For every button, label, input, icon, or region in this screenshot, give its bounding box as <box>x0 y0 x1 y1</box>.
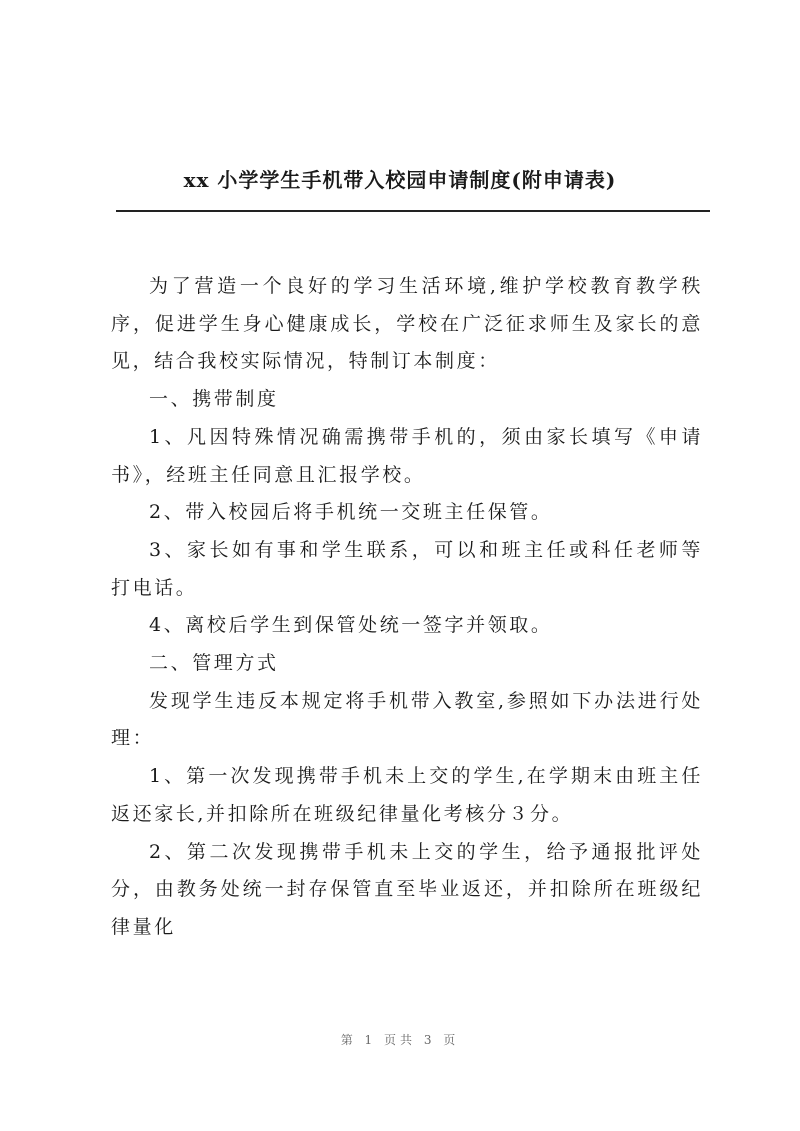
section-heading-carry-rules: 一、携带制度 <box>149 388 279 411</box>
rule-item-2: 2、带入校园后将手机统一交班主任保管。 <box>149 501 553 524</box>
section-heading-management: 二、管理方式 <box>149 652 279 675</box>
title-underline <box>116 210 710 212</box>
penalty-item-2: 2、第二次发现携带手机未上交的学生，给予通报批评处分，由教务处统一封存保管直至毕业返还，并扣除所在班级纪律量化 <box>111 840 703 938</box>
rule-item-4: 4、离校后学生到保管处统一签字并领取。 <box>149 614 553 637</box>
intro-paragraph: 为了营造一个良好的学习生活环境,维护学校教育教学秩序，促进学生身心健康成长，学校在广泛征求师生及家长的意见，结合我校实际情况，特制订本制度： <box>111 275 703 373</box>
rule-item-3: 3、家长如有事和学生联系，可以和班主任或科任老师等打电话。 <box>111 538 703 599</box>
management-intro-paragraph: 发现学生违反本规定将手机带入教室,参照如下办法进行处理： <box>111 689 703 750</box>
document-body <box>111 268 703 947</box>
penalty-item-1: 1、第一次发现携带手机未上交的学生,在学期末由班主任返还家长,并扣除所在班级纪律量化考核分３分。 <box>111 765 703 825</box>
rule-item-1: 1、凡因特殊情况确需携带手机的，须由家长填写《申请书》，经班主任同意且汇报学校。 <box>111 425 703 486</box>
document-title: xx 小学学生手机带入校园申请制度(附申请表) <box>183 168 617 192</box>
page-number-footer: 第 1 页共 3 页 <box>340 1033 460 1047</box>
